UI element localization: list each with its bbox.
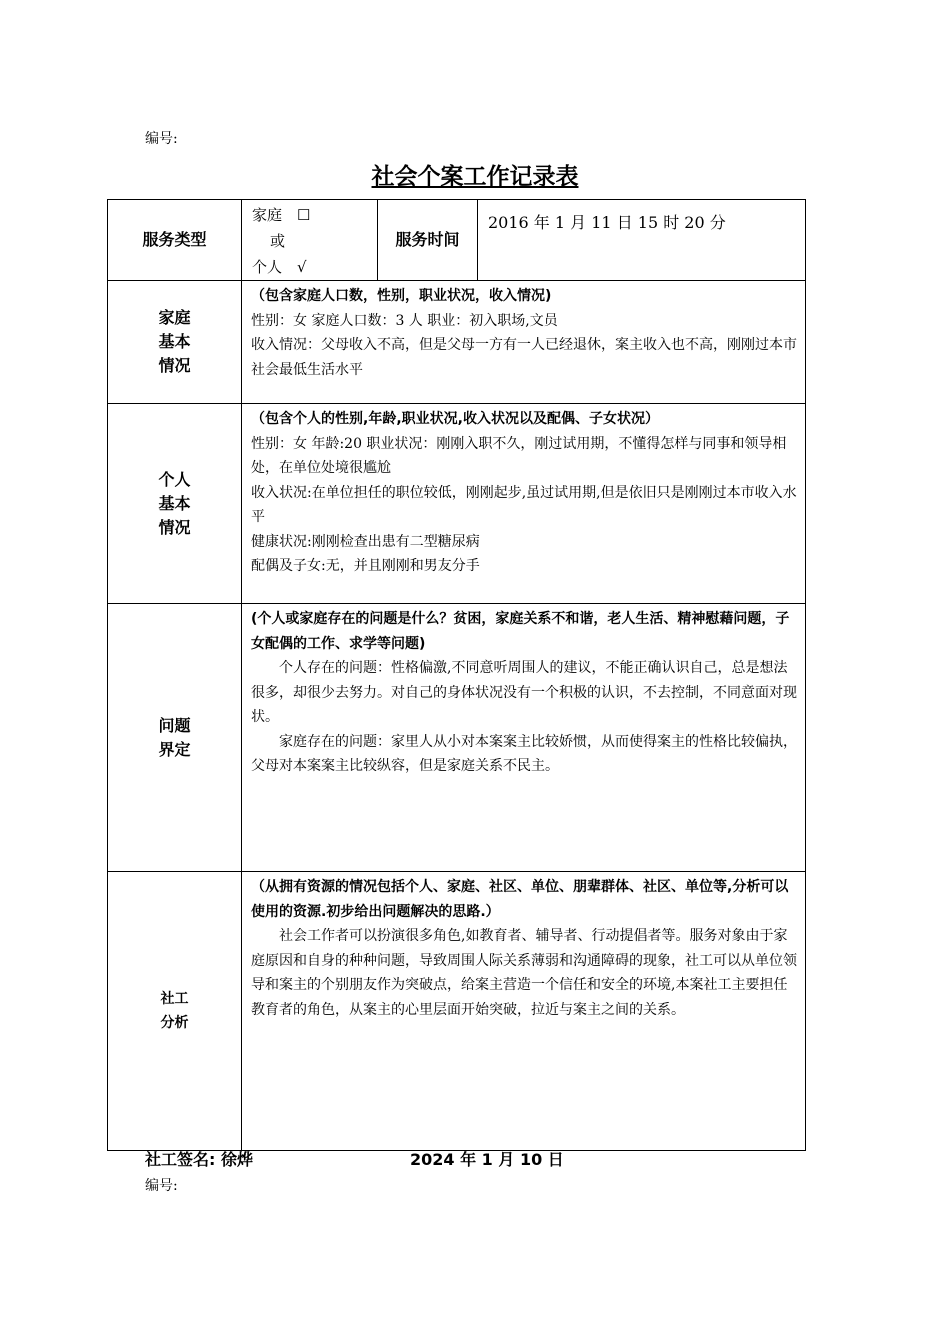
document-number-label: 编号: — [145, 131, 178, 147]
service-row — [108, 200, 806, 281]
problem-hint: (个人或家庭存在的问题是什么？贫困，家庭关系不和谐，老人生活、精神慰藉问题，子女配偶的工作、求学等问题) — [251, 611, 790, 652]
problem-content[interactable] — [242, 604, 806, 872]
service-time-label: 服务时间 — [378, 200, 478, 281]
personal-hint: （包含个人的性别,年龄,职业状况,收入状况以及配偶、子女状况） — [251, 411, 659, 427]
personal-line: 健康状况:刚刚检查出患有二型糖尿病 — [251, 533, 480, 550]
option-family[interactable]: 家庭 ☐ — [252, 206, 311, 224]
problem-label: 问题 界定 — [108, 604, 242, 872]
signature-date: 2024 年 1 月 10 日 — [410, 1150, 564, 1169]
family-content[interactable] — [242, 281, 806, 404]
personal-line: 配偶及子女:无，并且刚刚和男友分手 — [251, 558, 480, 574]
analysis-paragraph: 社会工作者可以扮演很多角色,如教育者、辅导者、行动提倡者等。服务对象由于家庭原因和自身的种种问题，导致周围人际关系薄弱和沟通障碍的现象，社工可以从单位领导和案主的个别朋友作为突破点，给案主营造一个信任和安全的环境,本案社工主要担任教育者的角色，从案主的心里层面开始突破，拉近与案主之间的关系。 — [251, 928, 797, 1018]
personal-line: 收入状况:在单位担任的职位较低，刚刚起步,虽过试用期,但是依旧只是刚刚过本市收入水平 — [251, 484, 797, 525]
record-form-table — [107, 199, 806, 1151]
family-line: 收入情况：父母收入不高，但是父母一方有一人已经退休，案主收入也不高，刚刚过本市社会最低生活水平 — [251, 337, 797, 378]
personal-row — [108, 404, 806, 604]
family-row — [108, 281, 806, 404]
analysis-hint: （从拥有资源的情况包括个人、家庭、社区、单位、朋辈群体、社区、单位等,分析可以使用的资源.初步给出问题解决的思路.） — [251, 879, 789, 920]
bottom-number-label: 编号: — [145, 1178, 178, 1194]
analysis-row — [108, 872, 806, 1151]
family-label: 家庭 基本 情况 — [108, 281, 242, 404]
personal-line: 性别：女 年龄:20 职业状况：刚刚入职不久，刚过试用期，不懂得怎样与同事和领导相处，在单位处境很尴尬 — [251, 435, 787, 476]
problem-row — [108, 604, 806, 872]
social-worker-signature: 社工签名: 徐烨 — [145, 1150, 253, 1169]
personal-content[interactable] — [242, 404, 806, 604]
personal-label: 个人 基本 情况 — [108, 404, 242, 604]
analysis-label: 社工 分析 — [108, 872, 242, 1151]
family-line: 性别：女 家庭人口数：3 人 职业：初入职场,文员 — [251, 312, 558, 329]
problem-paragraph: 家庭存在的问题：家里人从小对本案案主比较娇惯，从而使得案主的性格比较偏执，父母对本案案主比较纵容，但是家庭关系不民主。 — [251, 733, 797, 774]
analysis-content[interactable] — [242, 872, 806, 1151]
option-or: 或 — [270, 232, 286, 250]
service-type-label: 服务类型 — [108, 200, 242, 281]
option-individual[interactable]: 个人 √ — [252, 258, 307, 276]
family-hint: （包含家庭人口数，性别，职业状况，收入情况) — [251, 288, 552, 304]
service-time-value[interactable]: 2016 年 1 月 11 日 15 时 20 分 — [478, 200, 806, 281]
form-title: 社会个案工作记录表 — [371, 163, 579, 190]
problem-paragraph: 个人存在的问题：性格偏激,不同意听周围人的建议，不能正确认识自己，总是想法很多，却很少去努力。对自己的身体状况没有一个积极的认识，不去控制，不同意面对现状。 — [251, 660, 797, 725]
service-type-options — [242, 200, 378, 281]
